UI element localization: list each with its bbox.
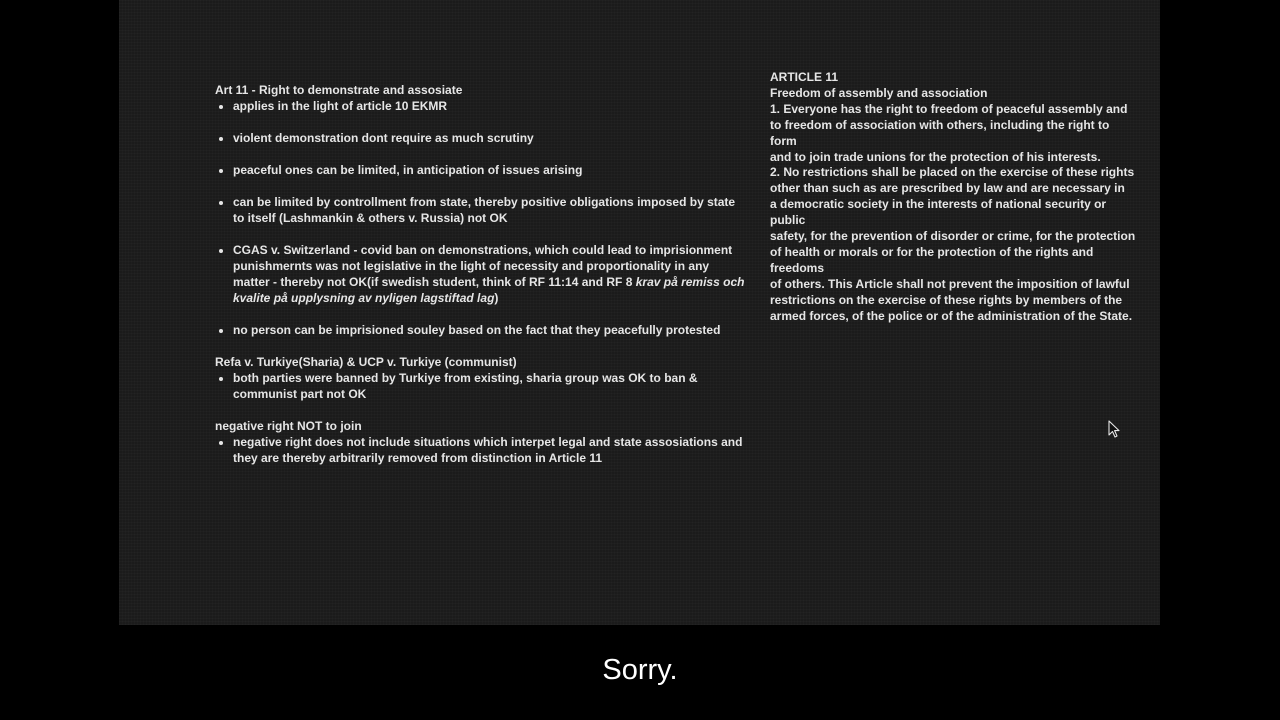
article-11-text: [770, 70, 1150, 325]
article-line: 2. No restrictions shall be placed on the exercise of these rights: [770, 165, 1135, 180]
notes-canvas: [119, 0, 1160, 625]
list-item-italic: krav på remiss och kvalite på upplysning av nyligen lagstiftad lag: [233, 275, 745, 305]
article-line: safety, for the prevention of disorder or crime, for the protection: [770, 229, 1136, 244]
article-line: to freedom of association with others, including the right to: [770, 117, 1110, 132]
section-heading: Art 11 - Right to demonstrate and assosiate: [215, 83, 463, 97]
notes-section-negative-right: [215, 418, 745, 466]
bullet-list: [215, 98, 745, 338]
article-line: public: [770, 213, 806, 228]
article-subtitle: Freedom of assembly and association: [770, 85, 988, 100]
section-heading: Refa v. Turkiye(Sharia) & UCP v. Turkiye (communist): [215, 355, 517, 369]
list-item-tail: ): [494, 291, 499, 305]
mouse-pointer-icon: [1108, 420, 1120, 438]
notes-column: [215, 82, 745, 466]
subtitle-caption: Sorry.: [602, 654, 678, 686]
article-line: and to join trade unions for the protection of his interests.: [770, 149, 1101, 164]
section-heading: negative right NOT to join: [215, 419, 362, 433]
list-item: • both parties were banned by Turkiye from existing, sharia group was OK to ban & communist part not OK: [233, 370, 745, 402]
article-title: ARTICLE 11: [770, 70, 839, 84]
notes-section-art11: [215, 82, 745, 338]
list-item-text: CGAS v. Switzerland - covid ban on demonstrations, which could lead to imprisionment punishmernts was not legislative in the light of necessity and proportionality in any matter - thereby not OK(if swedish student, think of RF 11:14 and RF 8: [233, 243, 733, 289]
bullet-list: [215, 370, 745, 402]
notes-section-turkiye: [215, 354, 745, 402]
list-item: • no person can be imprisioned souley based on the fact that they peacefully protested: [233, 322, 745, 338]
article-line: of health or morals or for the protection of the rights and: [770, 244, 1094, 259]
list-item: • negative right does not include situations which interpet legal and state assosiations and they are thereby arbitrarily removed from distinction in Article 11: [233, 434, 745, 466]
article-line: form: [770, 133, 797, 148]
list-item: • peaceful ones can be limited, in anticipation of issues arising: [233, 162, 745, 178]
article-line: a democratic society in the interests of national security or: [770, 197, 1107, 212]
list-item: • can be limited by controllment from state, thereby positive obligations imposed by state to itself (Lashmankin & others v. Russia) not OK: [233, 194, 745, 226]
bullet-list: [215, 434, 745, 466]
article-line: other than such as are prescribed by law and are necessary in: [770, 181, 1125, 196]
article-line: armed forces, of the police or of the administration of the State.: [770, 308, 1133, 323]
article-line: 1. Everyone has the right to freedom of peaceful assembly and: [770, 101, 1128, 116]
article-line: freedoms: [770, 260, 825, 275]
list-item: • violent demonstration dont require as much scrutiny: [233, 130, 745, 146]
list-item: • applies in the light of article 10 EKMR: [233, 98, 745, 114]
list-item: [233, 242, 745, 306]
article-line: restrictions on the exercise of these rights by members of the: [770, 292, 1123, 307]
article-line: of others. This Article shall not prevent the imposition of lawful: [770, 276, 1130, 291]
